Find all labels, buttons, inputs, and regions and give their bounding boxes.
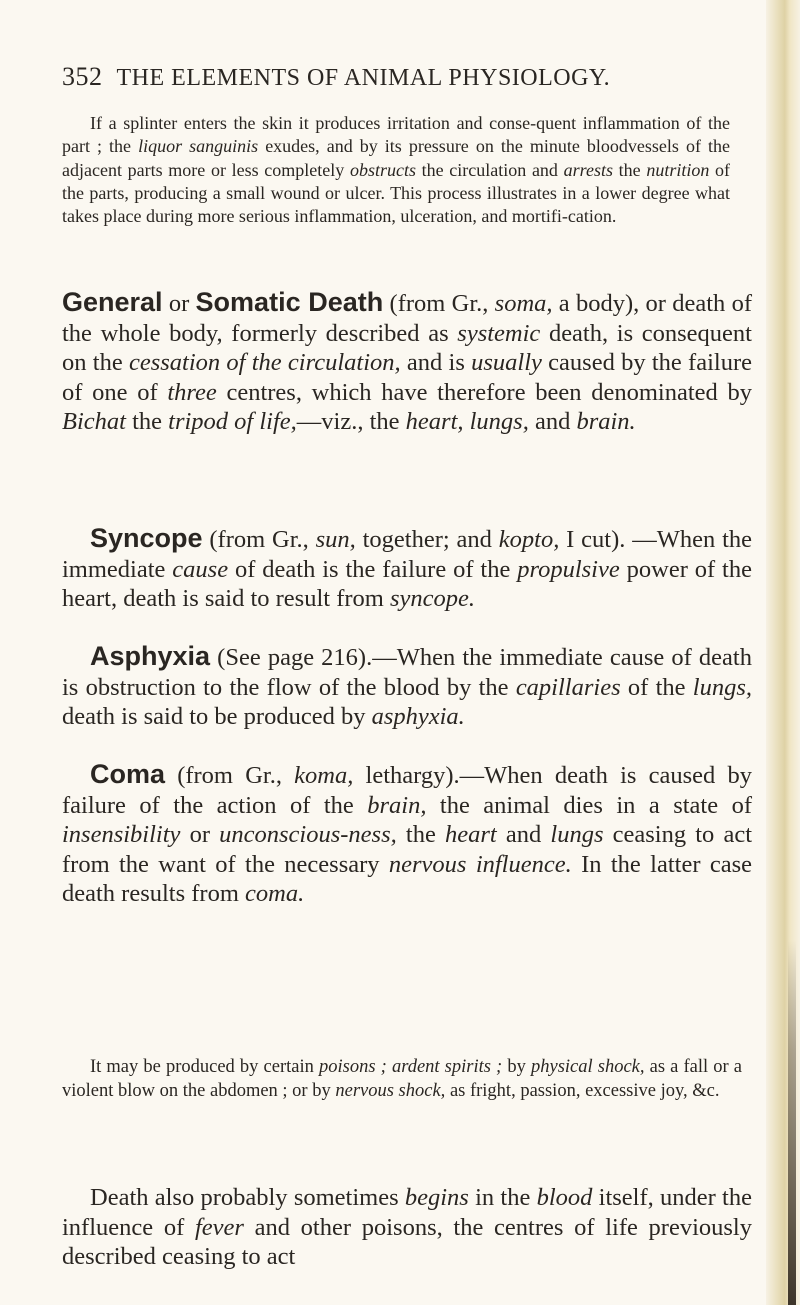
paragraph-coma [62,760,752,909]
italic-text: nervous influence. [388,850,572,878]
text: (from Gr., [202,526,316,553]
heading-term: Syncope [90,523,203,553]
italic-text: three [167,378,217,406]
italic-text: lungs [550,821,604,849]
text: death is said to be produced by [62,703,372,731]
italic-text: nervous shock, [335,1080,446,1101]
italic-text: arrests [563,159,613,180]
text: in the [468,1184,537,1211]
heading-term: Somatic Death [195,287,384,317]
italic-text: obstructs [349,159,416,180]
italic-text: unconscious-ness, [219,821,397,849]
text: or [162,290,196,317]
running-header [62,62,662,92]
text: If a splinter enters the skin it produces irritation and conse-quent inflammation of the part ; the [62,113,730,157]
running-title: THE ELEMENTS OF ANIMAL PHYSIOLOGY. [116,65,611,91]
italic-text: lungs, [692,673,752,701]
text: of the [620,673,693,701]
paragraph-syncope [62,524,752,614]
italic-text: Bichat [62,408,126,436]
text: of death is the failure of the [228,555,518,583]
text: of the parts, producing a small wound or ulcer. This process illustrates in a lower degree what takes place during more serious inflammation, ulceration, and mortifi-cation. [62,159,730,227]
text: I cut). —When the immediate [62,526,752,583]
paragraph-splinter [62,112,730,228]
italic-text: physical shock, [530,1057,645,1077]
text: and is [400,349,472,377]
text: as fright, passion, excessive joy, &c. [445,1080,720,1101]
page-number: 352 [62,62,103,91]
text: the [125,408,169,436]
italic-text: poisons ; ardent spirits ; [319,1057,503,1077]
italic-text: usually [471,349,542,377]
text: —viz., the [296,408,406,436]
text: the [396,821,445,849]
text: centres, which have therefore been denominated by [216,378,752,406]
italic-text: sun, [315,526,356,553]
text: (from Gr., [165,762,295,789]
italic-text: systemic [457,319,541,347]
text: (from Gr., [383,290,495,317]
italic-text: cause [172,555,229,583]
italic-text: asphyxia. [371,703,465,731]
italic-text: heart, lungs, [405,408,529,436]
italic-text: propulsive [517,555,620,583]
text: lethargy).—When death is caused by failure of the action of the [62,762,752,819]
text: power of the heart, death is said to result from [62,555,752,613]
text: and [528,408,577,436]
text: itself, under the influence of [62,1184,752,1241]
italic-text: tripod of life, [168,408,297,436]
italic-text: soma, [494,290,553,317]
italic-text: coma. [245,880,305,908]
italic-text: brain, [367,791,427,819]
text: the circulation and [415,159,564,180]
text: or [180,821,220,849]
italic-text: nutrition [646,159,710,180]
text: and other poisons, the centres of life previously described ceasing to act [62,1213,752,1271]
text: the [612,159,647,180]
text: exudes, and by its pressure on the minute bloodvessels of the adjacent parts more or less completely [62,136,730,180]
italic-text: syncope. [389,585,475,613]
italic-text: koma, [294,762,354,789]
italic-text: heart [444,821,497,849]
italic-text: blood [536,1184,593,1211]
text: ceasing to act from the want of the necessary [62,821,753,878]
paragraph-asphyxia [62,642,752,732]
text: (See page 216).—When the immediate cause of death is obstruction to the flow of the blood by the [62,644,752,701]
text: a body), or death of the whole body, formerly described as [62,290,752,347]
paragraph-death-blood [62,1183,752,1272]
heading-term: Asphyxia [90,641,211,671]
italic-text: brain. [576,408,636,436]
heading-term: General [62,287,163,317]
italic-text: insensibility [62,821,181,849]
paragraph-general-death [62,288,752,437]
italic-text: begins [404,1184,469,1211]
italic-text: kopto, [498,526,560,553]
text: by [502,1057,531,1077]
text: and [496,821,551,849]
text: In the latter case death results from [62,850,752,908]
text: as a fall or a violent blow on the abdomen ; or by [62,1057,743,1101]
text: Death also probably sometimes [90,1184,405,1211]
text: together; and [355,526,499,553]
text: death, is consequent on the [62,319,752,377]
page-binding-shadow [788,940,796,1305]
text: the animal dies in a state of [426,791,752,819]
italic-text: cessation of the circulation, [128,349,401,377]
italic-text: liquor sanguinis [138,136,259,157]
italic-text: fever [194,1213,244,1241]
italic-text: capillaries [515,673,621,701]
heading-term: Coma [90,759,166,789]
text: It may be produced by certain [90,1057,319,1077]
text: caused by the failure of one of [62,349,752,406]
paragraph-note [62,1056,742,1103]
